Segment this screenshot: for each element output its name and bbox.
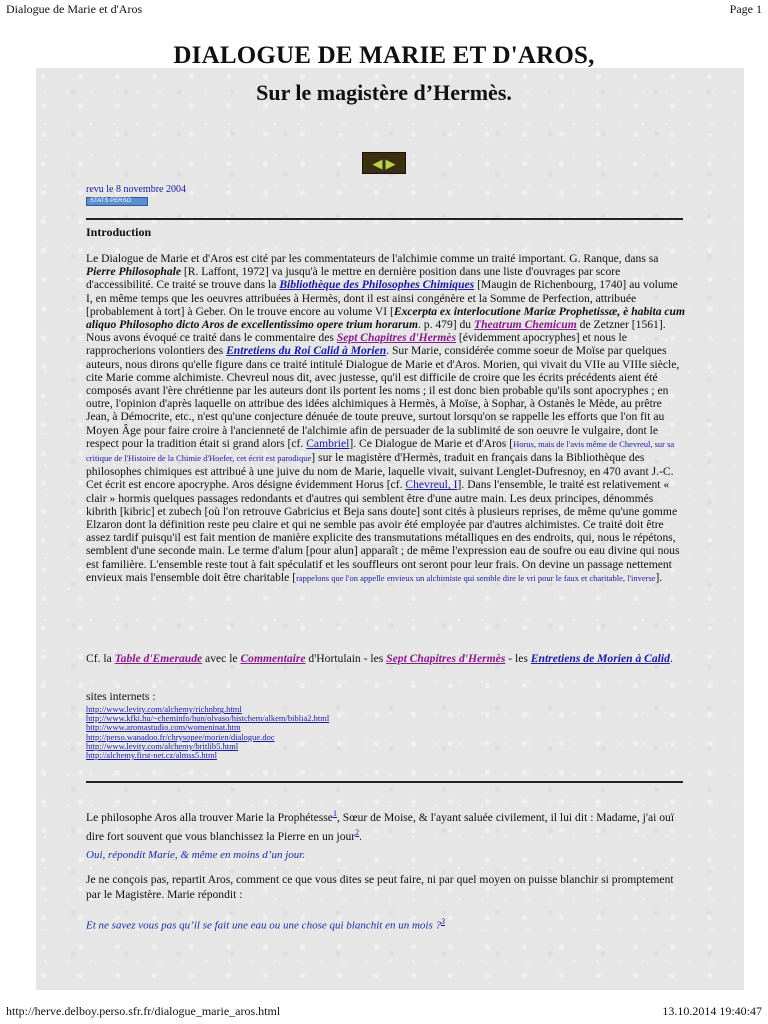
site-link[interactable]: http://www.levity.com/alchemy/richnbrg.html <box>86 704 242 714</box>
link-bibliotheque[interactable]: Bibliothèque des Philosophes Chimiques <box>279 278 475 292</box>
dialogue-marie-2: Et ne savez vous pas qu’il se fait une eau ou une chose qui blanchit en un mois ?$^3$ <box>86 917 445 932</box>
print-header <box>6 2 762 17</box>
note-envieux: rappelons que l'on appelle envieux un alchimiste qui semble dire le vri pour le faux et charitable, l'inverse <box>296 572 656 583</box>
divider <box>86 218 683 220</box>
nav-arrows <box>362 152 406 174</box>
stats-counter-badge[interactable]: STATS PERSO <box>86 197 148 206</box>
header-page: Page 1 <box>729 2 762 16</box>
link-chevreul[interactable]: Chevreul, I <box>405 478 458 492</box>
site-link[interactable]: http://www.kfki.hu/~cheminfo/hun/olvaso/histchem/alkem/biblia2.html <box>86 713 330 724</box>
arrow-left-icon[interactable]: ◀ <box>372 155 383 171</box>
link-sept-chapitres-2[interactable]: Sept Chapitres d'Hermès <box>386 652 506 665</box>
footnote-link[interactable]: 2 <box>355 827 360 837</box>
note-horus: Horus, mais de l'avis même de Chevreul, sur sa critique de l'Histoire de la Chimie d'Hoefer, cet écrit est parodique <box>86 438 675 464</box>
dialogue-aros-1: Le philosophe Aros alla trouver Marie la Prophétesse$^1$, Sœur de Moise, & l'ayant saluée civilement, il lui dit : Madame, j'ai ouï dire fort souvent que vous blanchissez la Pierre en un jour$^2$. <box>86 809 675 843</box>
link-theatrum[interactable]: Theatrum Chemicum <box>474 318 577 332</box>
cf-paragraph: Cf. la Table d'Emeraude avec le Commentaire d'Hortulain - les Sept Chapitres d'Hermès - les Entretiens de Morien à Calid. <box>86 652 673 665</box>
page-title: DIALOGUE DE MARIE ET D'AROS, <box>173 42 595 69</box>
site-link[interactable]: http://perso.wanadoo.fr/chrysopee/morien/dialogue.doc <box>86 731 275 742</box>
footnote-link[interactable]: 3 <box>441 917 445 926</box>
footer-url: http://herve.delboy.perso.sfr.fr/dialogue_marie_aros.html <box>6 1004 281 1018</box>
page-subtitle: Sur le magistère d’Hermès. <box>256 80 512 105</box>
print-footer <box>6 1004 762 1019</box>
link-entretiens[interactable]: Entretiens du Roi Calid à Morien <box>226 344 387 358</box>
link-cambriel[interactable]: Cambriel <box>306 436 350 450</box>
footnote-link[interactable]: 1 <box>332 809 337 818</box>
sites-heading: sites internets : <box>86 690 156 703</box>
divider <box>86 781 683 783</box>
arrow-right-icon[interactable]: ▶ <box>385 155 396 171</box>
sites-list <box>86 705 329 760</box>
link-commentaire[interactable]: Commentaire <box>240 652 306 665</box>
footer-timestamp: 13.10.2014 19:40:47 <box>662 1004 762 1018</box>
site-link[interactable]: http://www.levity.com/alchemy/britlib5.html <box>86 740 239 751</box>
link-entretiens-morien[interactable]: Entretiens de Morien à Calid <box>530 652 670 665</box>
link-table-emeraude[interactable]: Table d'Emeraude <box>114 652 203 665</box>
intro-paragraph: Le Dialogue de Marie et d'Aros est cité par les commentateurs de l'alchimie comme un traité important. G. Ranque, dans sa Pierre Philosophale [R. Laffont, 1972] va jusqu'à le mettre en dernière position dans une liste d'ouvrages par score d'accessibilité. Ce traité se trouve dans la Bibliothèque des Philosophes Chimiques [Maugin de Richenbourg, 1740] au volume I, en même temps que les oeuvres attribuées à Hermès, dont il est ainsi congénère et la Somme de Perfection, attribuée [probablement à tort] à Geber. On le trouve encore au volume VI [Excerpta ex interlocutione Mariæ Prophetissæ, è habita cum aliquo Philosopho dicto Aros de excellentissimo opere trium horarum. p. 479] du Theatrum Chemicum de Zetzner [1561]. Nous avons évoqué ce traité dans le commentaire des Sept Chapitres d'Hermès [évidemment apocryphes] et nous le rapprocherions volontiers des Entretiens du Roi Calid à Morien. Sur Marie, considérée comme soeur de Moïse par quelques auteurs, nous dirons qu'elle figure dans ce traité intitulé Dialogue de Marie et d'Aros. Morien, qui vivait du VIIe au VIIIe siècle, cite Marie comme alchimiste. Chevreul nous dit, avec justesse, qu'il est difficile de croire que les écrits précédents aient été composés avant l'ère chrétienne par les auteurs dont ils portent les noms ; il est donc bien probable qu'ils sont apocryphes ; en outre, l'opinion d'après laquelle on attribue des idées alchimiques à Hermès, à Moïse, à Sophar, à Ostanès le Mède, au prêtre Jean, à Démocrite, etc., n'est qu'une conjecture dénuée de toute preuve, surtout lorsqu'on se rappelle les efforts que l'on fit au Moyen Âge pour faire croire à l'ancienneté de l'alchimie afin de persuader de la sublimité de son oeuvre le vulgaire, dont le respect pour la tradition était si grand alors [cf. Cambriel]. Ce Dialogue de Marie et d'Aros [Horus, mais de l'avis même de Chevreul, sur sa critique de l'Histoire de la Chimie d'Hoefer, cet écrit est parodique] sur le magistère d'Hermès, traduit en français dans la Bibliothèque des philosophes chimiques est attribué à une juive du nom de Marie, laquelle vivait, suivant Lenglet-Dufresnoy, en 470 avant J.-C. Cet écrit est encore apocryphe. Aros désigne évidemment Horus [cf. Chevreul, I]. Dans l'ensemble, le traité est relativement « clair » hormis quelques passages redondants et d'autres qui semblent être d'une autre main. Les deux principes, dénommés kibrith [kibric] et zubech [où l'on retrouve Gabricius et Beja sans doute] sont cités à plusieurs reprises, de même qu'une gomme Elzaron dont la définition reste peu claire et qui ne semble pas avoir été employée par d'autres alchimistes. Ce traité doit être assez tardif puisqu'il est fait mention de manière explicite des transmutations métalliques en des endroits, qui, nous le répétons, semblent d'une seconde main. Le terme d'alum [pour alun] apparaît ; de même l'expression eau de soufre ou eau divine qui nous est familière. L'ensemble reste tout à fait spéculatif et les souffleurs ont seront pour leur frais. On devine un passage nettement envieux mais l'ensemble doit être charitable [rappelons que l'on appelle envieux un alchimiste qui semble dire le vri pour le faux et charitable, l'inverse]. <box>86 252 686 584</box>
dialogue-aros-2: Je ne conçois pas, repartit Aros, comment ce que vous dites se peut faire, ni par quel moyen on puisse blanchir si promptement par le Magistère. Marie répondit : <box>86 873 674 901</box>
site-link[interactable]: http://alchemy.first-net.cz/almss5.html <box>86 750 217 761</box>
site-link[interactable]: http://www.aromastudio.com/womeninat.htm <box>86 722 241 733</box>
header-title: Dialogue de Marie et d'Aros <box>6 2 143 16</box>
dialogue-marie-1: Oui, répondit Marie, & même en moins d’un jour. <box>86 849 306 861</box>
intro-heading: Introduction <box>86 225 152 239</box>
link-sept-chapitres[interactable]: Sept Chapitres d'Hermès <box>336 331 456 345</box>
revision-date: revu le 8 novembre 2004 <box>86 184 186 195</box>
